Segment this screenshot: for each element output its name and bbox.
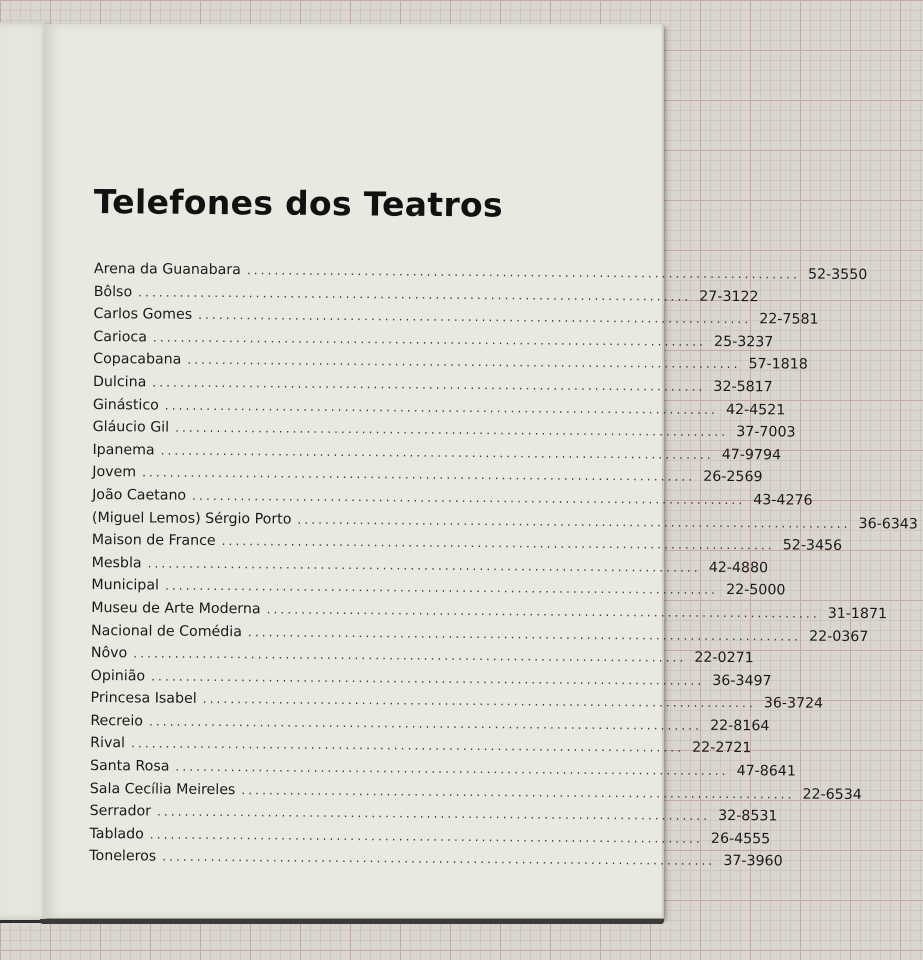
theater-row (92, 461, 763, 486)
theater-name: Opinião (90, 667, 146, 685)
theater-name: Arena da Guanabara (93, 260, 241, 279)
dot-leader: ................................................................................ (187, 353, 741, 372)
dot-leader: ................................................................................ (202, 692, 756, 711)
theater-name: Municipal (91, 577, 160, 594)
theater-row (91, 529, 843, 555)
dot-leader: ................................................................................ (297, 512, 851, 531)
theater-name: Recreio (90, 712, 144, 730)
dot-leader: ................................................................................ (246, 263, 801, 282)
dot-leader: ................................................................................ (152, 375, 706, 394)
dot-leader: ................................................................................ (192, 488, 746, 508)
dot-leader: ................................................................................ (148, 714, 703, 733)
theater-row (93, 326, 774, 351)
theater-row (91, 574, 786, 599)
theater-phone: 26-4555 (710, 830, 771, 848)
theater-row (89, 823, 771, 848)
theater-row (92, 371, 773, 396)
theater-name: Museu de Arte Moderna (91, 599, 261, 618)
theater-phone: 32-5817 (713, 378, 773, 396)
theater-name: (Miguel Lemos) Sérgio Porto (91, 509, 292, 528)
dot-leader: ................................................................................ (130, 736, 685, 756)
theater-name: Mesbla (91, 554, 142, 572)
theater-phone: 37-3960 (723, 853, 783, 870)
theater-row (91, 552, 769, 577)
theater-name: Toneleros (89, 848, 157, 865)
theater-row (93, 348, 808, 373)
theater-name: Santa Rosa (89, 758, 170, 775)
theater-row (90, 665, 772, 690)
dot-leader: ................................................................................ (138, 284, 692, 304)
dot-leader: ................................................................................ (142, 465, 696, 485)
dot-leader: ................................................................................ (162, 849, 716, 869)
theater-row (89, 800, 778, 825)
theater-phone: 31-1871 (827, 605, 888, 623)
theater-row (92, 439, 782, 464)
theater-name: Jovem (92, 464, 137, 481)
theater-name: Nôvo (90, 645, 128, 662)
theater-name: Tablado (89, 825, 144, 843)
theater-name: Nacional de Comédia (91, 622, 243, 640)
theater-name: Rival (90, 735, 126, 752)
theater-phone: 57-1818 (748, 356, 808, 373)
theater-name: João Caetano (92, 486, 187, 504)
theater-phone: 22-5000 (726, 582, 786, 599)
theater-phone: 22-0271 (694, 649, 754, 667)
theater-name: Copacabana (93, 351, 182, 369)
dot-leader: ................................................................................ (151, 669, 705, 688)
theater-phone: 22-7581 (759, 311, 819, 328)
dot-leader: ................................................................................ (164, 578, 719, 598)
theater-phone: 52-3456 (782, 537, 843, 555)
theater-phone: 36-3724 (763, 695, 824, 713)
theater-phone: 25-3237 (714, 333, 774, 351)
theater-phone: 22-6534 (802, 786, 862, 803)
dot-leader: ................................................................................ (198, 308, 752, 327)
theater-name: Ipanema (92, 441, 155, 459)
theater-phone: 43-4276 (753, 492, 813, 509)
theater-phone-list (89, 258, 918, 871)
theater-row (92, 416, 796, 441)
dot-leader: ................................................................................ (133, 646, 687, 665)
theater-phone: 36-6343 (858, 515, 918, 533)
dot-leader: ................................................................................ (247, 624, 802, 644)
theater-row (91, 507, 918, 533)
theater-row (90, 687, 824, 713)
theater-row (90, 732, 752, 757)
theater-phone: 32-8531 (718, 808, 778, 825)
theater-row (90, 642, 754, 667)
dot-leader: ................................................................................ (175, 759, 729, 779)
page-title: Telefones dos Teatros (93, 182, 504, 225)
dot-leader: ................................................................................ (164, 398, 719, 417)
theater-name: Ginástico (92, 396, 159, 414)
dot-leader: ................................................................................ (241, 782, 795, 802)
theater-row (93, 258, 868, 284)
theater-phone: 22-2721 (692, 740, 752, 757)
theater-name: Serrador (89, 803, 152, 820)
theater-phone: 26-2569 (703, 469, 763, 486)
theater-row (89, 755, 796, 780)
theater-name: Carioca (93, 328, 148, 346)
theater-row (91, 619, 869, 645)
theater-row (93, 303, 819, 328)
dot-leader: ................................................................................ (221, 534, 775, 553)
theater-name: Dulcina (92, 373, 147, 391)
theater-row (89, 778, 862, 803)
dot-leader: ................................................................................ (152, 330, 707, 349)
dot-leader: ................................................................................ (147, 556, 701, 575)
theater-phone: 37-7003 (736, 424, 796, 441)
theater-name: Bôlso (93, 283, 133, 300)
theater-phone: 47-9794 (721, 446, 782, 464)
theater-row (93, 281, 759, 306)
theater-phone: 36-3497 (712, 672, 772, 690)
theater-phone: 22-8164 (710, 717, 770, 735)
theater-phone: 22-0367 (809, 628, 869, 645)
theater-row (89, 845, 783, 870)
theater-phone: 52-3550 (807, 266, 868, 284)
theater-name: Maison de France (91, 532, 216, 550)
theater-row (90, 710, 770, 735)
theater-phone: 27-3122 (699, 288, 759, 305)
theater-row (92, 394, 786, 419)
theater-phone: 47-8641 (736, 763, 796, 780)
theater-name: Gláucio Gil (92, 419, 170, 436)
dot-leader: ................................................................................ (160, 443, 714, 462)
dot-leader: ................................................................................ (156, 804, 711, 824)
theater-row (92, 484, 813, 509)
theater-name: Carlos Gomes (93, 306, 193, 323)
booklet-page (44, 24, 918, 918)
theater-name: Sala Cecília Meireles (89, 780, 236, 798)
dot-leader: ................................................................................ (149, 827, 704, 846)
theater-phone: 42-4521 (725, 401, 786, 418)
theater-phone: 42-4880 (708, 559, 769, 577)
theater-row (91, 597, 888, 623)
theater-name: Princesa Isabel (90, 690, 197, 708)
dot-leader: ................................................................................ (175, 420, 729, 440)
dot-leader: ................................................................................ (266, 602, 820, 621)
